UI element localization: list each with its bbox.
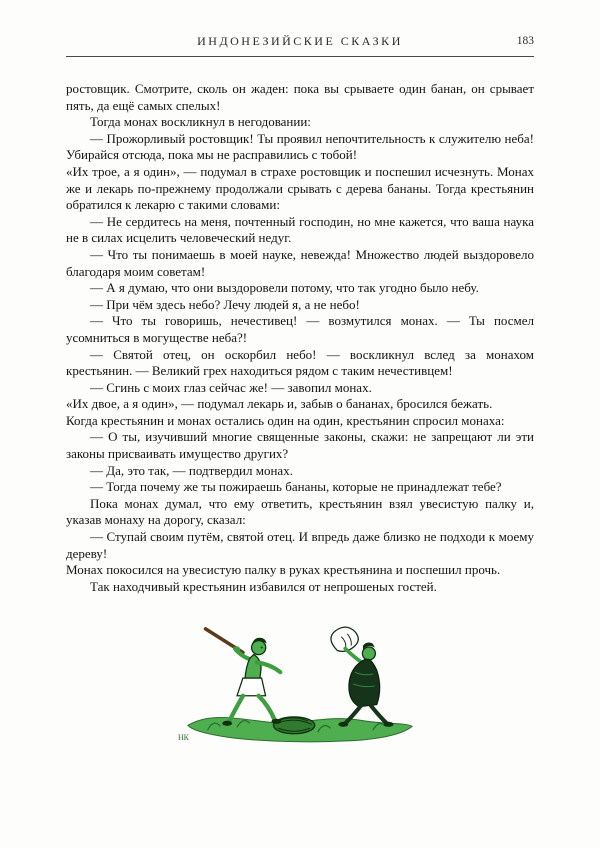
paragraph: — Тогда почему же ты пожираешь бананы, которые не принадлежат тебе? (90, 479, 502, 495)
paragraph: Тогда монах воскликнул в негодовании: (90, 114, 311, 130)
monk-figure (331, 628, 394, 728)
header-rule (66, 56, 534, 57)
paragraph: — А я думаю, что они выздоровели потому, что так угодно было небу. (90, 280, 479, 296)
running-header (66, 34, 534, 51)
paragraph: Пока монах думал, что ему ответить, крестьянин взял увесистую палку и, указав монаху на дорогу, сказал: (66, 495, 534, 528)
paragraph: «Их двое, а я один», — подумал лекарь и, забыв о бананах, бросился бежать. (66, 396, 493, 412)
paragraph: — Что ты говоришь, нечестивец! — возмутился монах. — Ты посмел усомниться в могуществе неба?! (66, 313, 534, 345)
paragraph: — Прожорливый ростовщик! Ты проявил непочтительность к служителю неба! Убирайся отсюда, пока мы не расправились с тобой! (66, 130, 534, 163)
paragraph: Так находчивый крестьянин избавился от непрошеных гостей. (90, 578, 437, 594)
artist-signature: НК (177, 733, 189, 743)
paragraph: — Да, это так, — подтвердил монах. (90, 462, 293, 478)
farmer-figure (206, 629, 282, 726)
paragraph: — О ты, изучивший многие священные законы, скажи: не запрещают ли эти законы присваивать имущество других? (66, 429, 534, 462)
paragraph: ростовщик. Смотрите, сколь он жаден: пока вы срываете один банан, он срывает пять, да ещё самых спелых! (66, 81, 534, 113)
story-text (66, 81, 534, 595)
paragraph: — Святой отец, он оскорбил небо! — воскликнул вслед за монахом крестьянин. — Великий грех находиться рядом с таким нечестивцем! (66, 346, 534, 379)
paragraph: — Сгинь с моих глаз сейчас же! — завопил монах. (90, 379, 372, 395)
peasant-chases-monk-illustration (172, 621, 428, 744)
chapter-title: ИНДОНЕЗИЙСКИЕ СКАЗКИ (197, 34, 403, 48)
paragraph: Монах покосился на увесистую палку в руках крестьянина и поспешил прочь. (66, 562, 501, 578)
paragraph: — Что ты понимаешь в моей науке, невежда! Множество людей выздоровело благодаря моим советам! (66, 246, 534, 279)
page-number: 183 (516, 35, 534, 47)
paragraph: — Не сердитесь на меня, почтенный господин, но мне кажется, что ваша наука не в силах исцелить человеческий недуг. (66, 213, 534, 246)
paragraph: «Их трое, а я один», — подумал в страхе ростовщик и поспешил исчезнуть. Монах же и лекарь по-прежнему продолжали срывать с дерева бананы. Тогда крестьянин обратился к лекарю с такими словами: (66, 163, 534, 213)
paragraph: — Ступай своим путём, святой отец. И впредь даже близко не подходи к моему дереву! (66, 529, 534, 561)
paragraph: Когда крестьянин и монах остались один на один, крестьянин спросил монаха: (66, 412, 505, 428)
illustration (66, 621, 534, 749)
paragraph: — При чём здесь небо? Лечу людей я, а не небо! (90, 296, 360, 312)
